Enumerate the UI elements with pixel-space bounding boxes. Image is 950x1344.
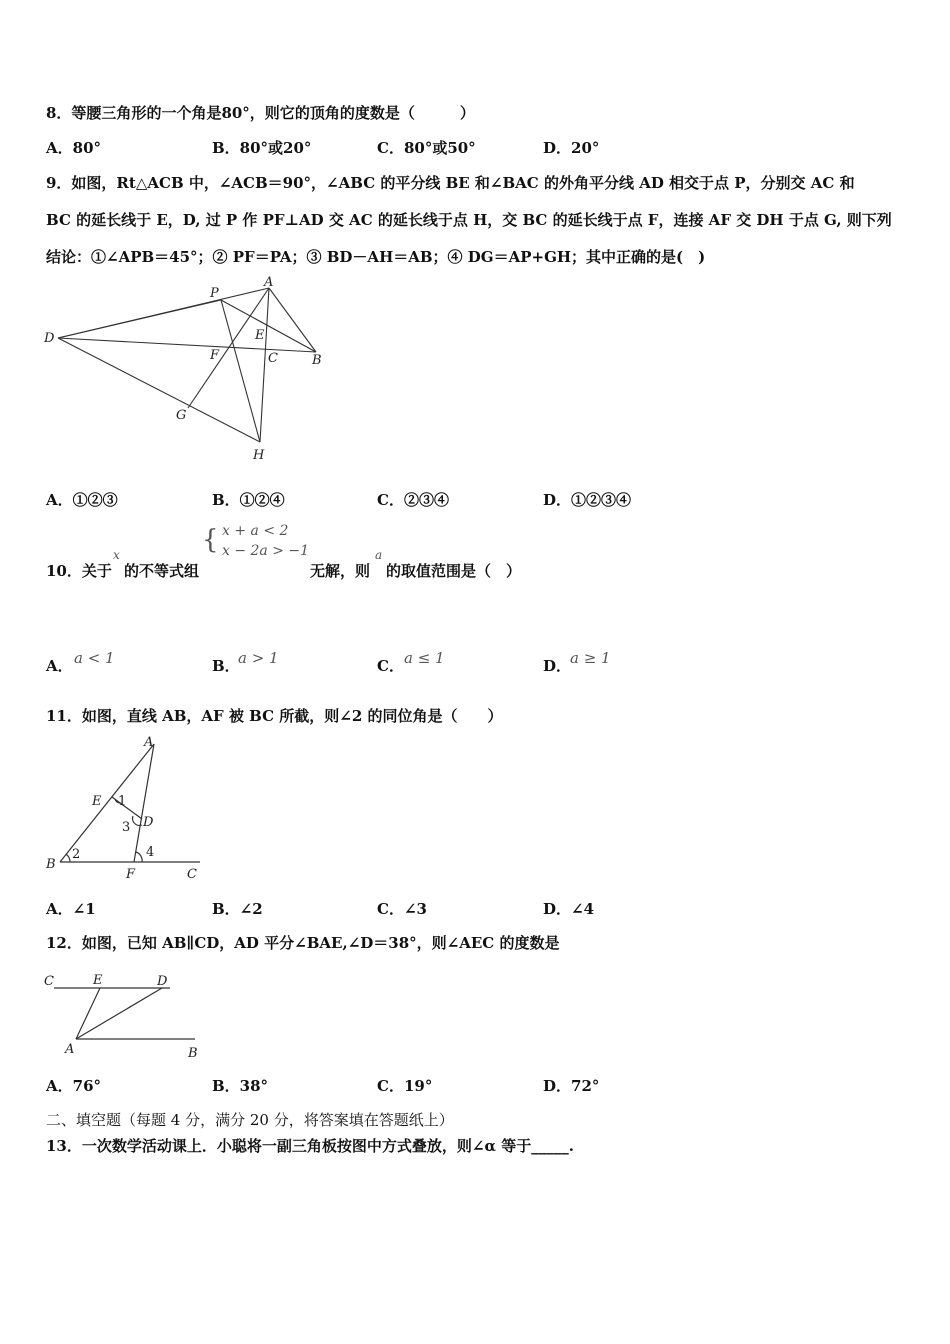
q9-label-b: B <box>312 353 322 368</box>
q9-segment-db <box>58 338 316 352</box>
q9-segment-pb <box>221 300 316 352</box>
q10-stem-middle: 的不等式组 <box>124 562 200 580</box>
q9-label-a: A <box>264 275 274 290</box>
q9-label-h: H <box>253 448 265 463</box>
q11-label-3: 3 <box>122 820 131 835</box>
q11-label-2: 2 <box>72 847 81 862</box>
q9-segment-ab <box>269 288 316 352</box>
q11-figure <box>42 730 207 885</box>
q12-label-d: D <box>157 974 168 989</box>
q11-line-ed <box>112 797 142 819</box>
q10-option-b-letter: B． <box>212 657 240 675</box>
q11-angle4-arc <box>136 852 142 862</box>
q9-label-g: G <box>176 408 187 423</box>
q11-label-c: C <box>187 867 197 882</box>
q9-label-d: D <box>44 331 55 346</box>
q9-stem-line1: 9．如图，Rt△ACB 中，∠ACB＝90°，∠ABC 的平分线 BE 和∠BAC 的外角平分线 AD 相交于点 P，分别交 AC 和 <box>46 174 855 192</box>
q11-label-b: B <box>46 857 56 872</box>
q10-var-a: a <box>375 548 383 562</box>
q13-stem: 13．一次数学活动课上．小聪将一副三角板按图中方式叠放，则∠α 等于_____. <box>46 1137 574 1155</box>
q8-stem: 8．等腰三角形的一个角是80°，则它的顶角的度数是（ ） <box>46 104 475 122</box>
q11-option-b: B．∠2 <box>212 900 263 918</box>
q10-stem-suffix1: 无解，则 <box>310 562 371 580</box>
q9-option-c: C．②③④ <box>377 491 449 509</box>
q12-option-c: C．19° <box>377 1077 433 1095</box>
q11-option-c: C．∠3 <box>377 900 427 918</box>
q10-system-line1: x + a < 2 <box>222 523 289 539</box>
q12-label-c: C <box>44 974 54 989</box>
q12-label-a: A <box>65 1042 75 1057</box>
q12-line-ad <box>76 988 162 1039</box>
q9-figure <box>40 272 340 467</box>
q8-option-c: C．80°或50° <box>377 139 476 157</box>
q9-label-e: E <box>255 328 265 343</box>
q9-segment-ph <box>221 300 260 442</box>
q9-label-p: P <box>210 286 219 301</box>
q12-option-b: B．38° <box>212 1077 269 1095</box>
q10-stem-suffix2: 的取值范围是（ ） <box>386 562 522 580</box>
q8-option-b: B．80°或20° <box>212 139 312 157</box>
q11-label-1: 1 <box>118 794 127 809</box>
q9-label-f: F <box>210 348 220 363</box>
q11-option-a: A．∠1 <box>46 900 96 918</box>
q10-option-a-letter: A． <box>46 657 73 675</box>
q10-var-x: x <box>113 548 120 562</box>
q9-stem-line3: 结论：①∠APB＝45°；② PF＝PA；③ BD－AH＝AB；④ DG＝AP+GH；其中正确的是( ) <box>46 248 706 266</box>
q10-option-c-letter: C． <box>377 657 404 675</box>
q11-label-e: E <box>92 794 102 809</box>
q11-line-ab <box>60 744 154 862</box>
q10-stem-prefix: 10．关于 <box>46 562 112 580</box>
q11-label-f: F <box>126 867 136 882</box>
q11-label-a: A <box>144 735 154 750</box>
q11-angle2-arc <box>66 854 70 862</box>
q10-option-d-math: a ≥ 1 <box>570 649 611 667</box>
q12-figure <box>40 965 215 1065</box>
q8-option-d: D．20° <box>543 139 600 157</box>
q12-option-a: A．76° <box>46 1077 102 1095</box>
q10-option-d-letter: D． <box>543 657 572 675</box>
q11-label-d: D <box>143 815 154 830</box>
q8-option-a: A．80° <box>46 139 102 157</box>
q10-option-a-math: a < 1 <box>74 649 115 667</box>
q12-stem: 12．如图，已知 AB∥CD，AD 平分∠BAE,∠D＝38°，则∠AEC 的度数是 <box>46 934 560 952</box>
q9-option-a: A．①②③ <box>46 491 118 509</box>
q12-option-d: D．72° <box>543 1077 600 1095</box>
q10-option-b-math: a > 1 <box>238 649 279 667</box>
q9-segment-dh <box>58 338 260 442</box>
q12-label-b: B <box>188 1046 198 1061</box>
q9-segment-da <box>58 288 269 338</box>
q9-segment-ga <box>188 288 269 408</box>
q11-label-4: 4 <box>146 845 155 860</box>
section2-heading: 二、填空题（每题 4 分，满分 20 分，将答案填在答题纸上） <box>46 1111 454 1129</box>
q9-option-b: B．①②④ <box>212 491 285 509</box>
q10-option-c-math: a ≤ 1 <box>404 649 445 667</box>
q9-option-d: D．①②③④ <box>543 491 632 509</box>
q9-label-c: C <box>268 351 278 366</box>
q10-system-line2: x − 2a > −1 <box>222 543 310 559</box>
q11-option-d: D．∠4 <box>543 900 595 918</box>
q12-label-e: E <box>93 973 103 988</box>
q9-stem-line2: BC 的延长线于 E，D, 过 P 作 PF⊥AD 交 AC 的延长线于点 H，交 BC 的延长线于点 F，连接 AF 交 DH 于点 G, 则下列 <box>46 211 892 229</box>
q11-stem: 11．如图，直线 AB，AF 被 BC 所截，则∠2 的同位角是（ ） <box>46 707 503 725</box>
